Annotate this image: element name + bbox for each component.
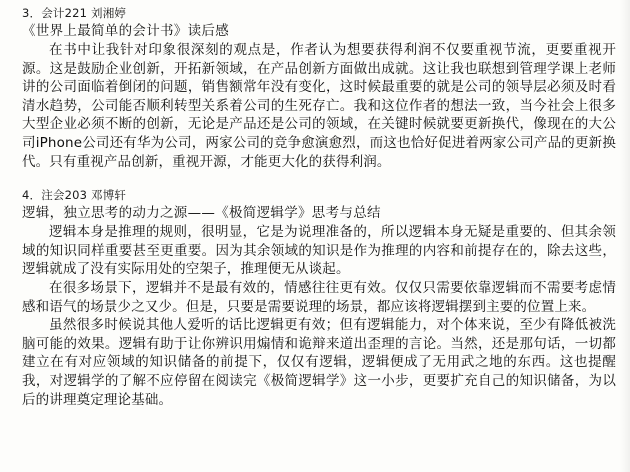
entry-2-paragraph-2: 在很多场景下，逻辑并不是最有效的，情感往往更有效。仅仅只需要依靠逻辑而不需要考虑情感和语气的场景少之又少。但是，只要是需要说理的场景，都应该将逻辑摆到主要的位置上来。	[22, 279, 616, 315]
document-entry-2	[22, 188, 616, 409]
entry-2-paragraph-3: 虽然很多时候说其他人爱听的话比逻辑更有效；但有逻辑能力，对个体来说，至少有降低被洗脑可能的效果。逻辑有助于让你辨识用煽情和诡辩来道出歪理的言论。当然，还是那句话，一切都建立在有对应领域的知识储备的前提下，仅仅有逻辑，逻辑便成了无用武之地的东西。这也提醒我，对逻辑学的了解不应停留在阅读完《极简逻辑学》这一小步，更要扩充自己的知识储备，为以后的讲理奠定理论基础。	[22, 317, 616, 408]
entry-2-heading: 4．注会203 邓博轩	[22, 188, 127, 203]
document-entry-1	[22, 6, 616, 171]
scan-edge-artifact	[620, 0, 630, 472]
entry-spacer	[22, 175, 616, 188]
entry-2-paragraph-1: 逻辑本身是推理的规则，很明显，它是为说理准备的，所以逻辑本身无疑是重要的、但其余领域的知识同样重要甚至更重要。因为其余领域的知识是作为推理的内容和前提存在的，除去这些，逻辑就成了没有实际用处的空架子，推理便无从谈起。	[22, 224, 616, 278]
entry-1-heading: 3．会计221 刘湘婷	[22, 6, 127, 20]
entry-1-title: 《世界上最简单的会计书》读后感	[22, 23, 229, 39]
entry-2-title: 逻辑，独立思考的动力之源——《极简逻辑学》思考与总结	[22, 205, 381, 222]
entry-1-paragraph-1: 在书中让我针对印象很深刻的观点是，作者认为想要获得利润不仅要重视节流，更要重视开源。这是鼓励企业创新，开拓新领域，在产品创新方面做出成就。这让我也联想到管理学课上老师讲的公司面临着倒闭的问题，销售额常年没有变化，这时候最重要的就是公司的领导层必须及时看清水趋势，公司能否顺利转型关系着公司的生死存亡。我和这位作者的想法一致，当今社会上很多大型企业必须不断的创新，无论是产品还是公司的领域，在关键时候就要更新换代，像现在的大公司iPhone公司还有华为公司，两家公司的竞争愈演愈烈，而这也恰好促进着两家公司产品的更新换代。只有重视产品创新，重视开源，才能更大化的获得利润。	[22, 42, 616, 170]
